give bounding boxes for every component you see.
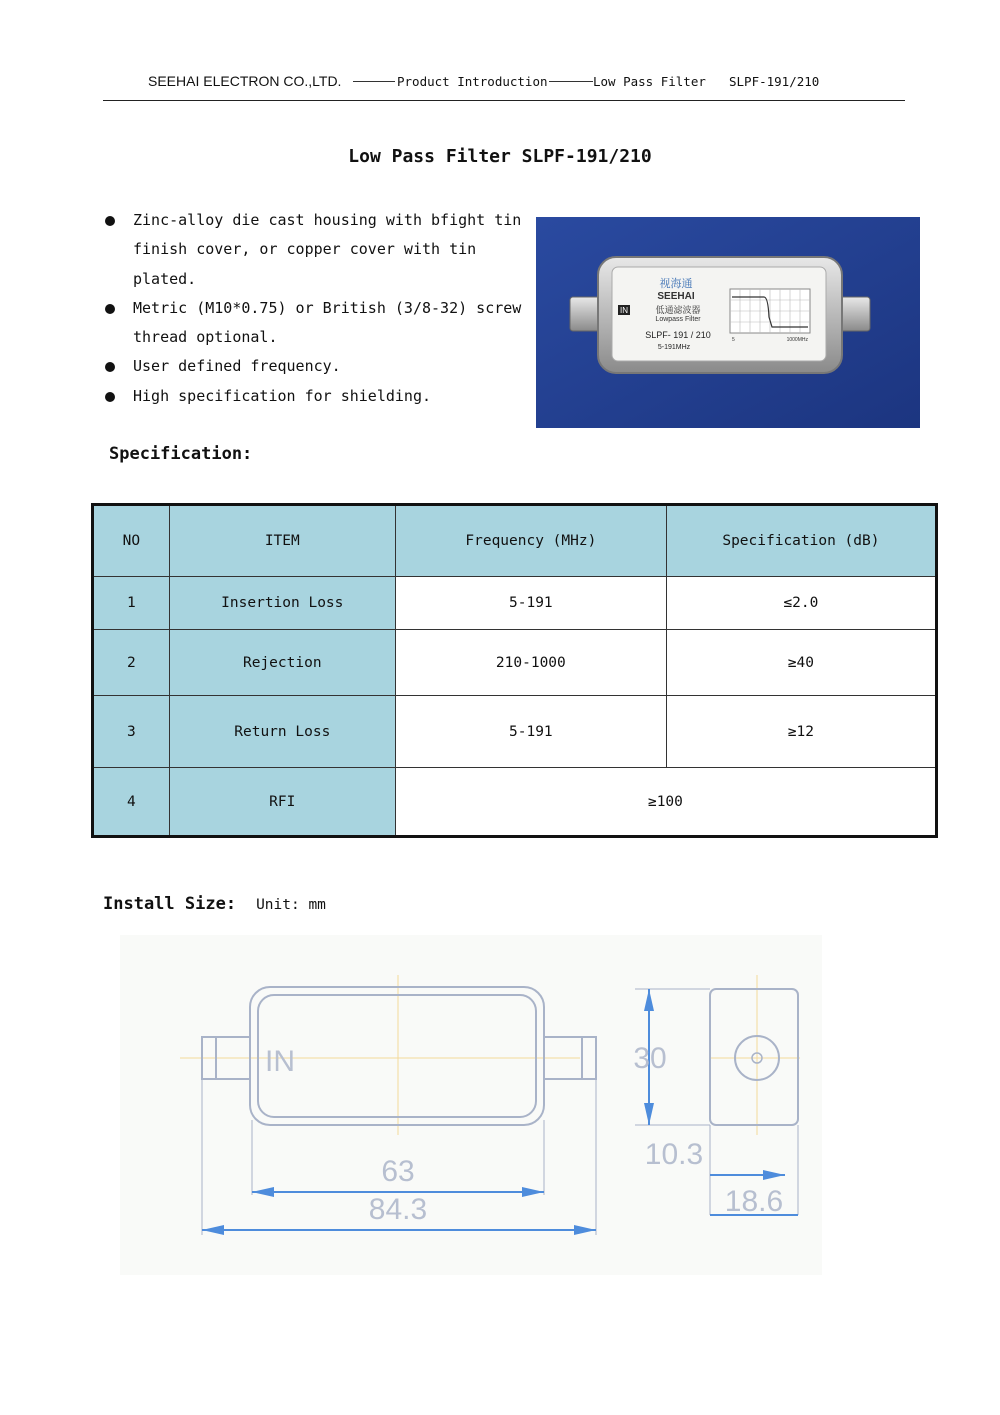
header-company: SEEHAI ELECTRON CO.,LTD. [148,73,342,89]
spec-heading: Specification: [109,444,253,464]
bullet-icon [105,216,115,226]
photo-type-cn: 低通滤波器 [655,306,701,316]
header-model: SLPF-191/210 [729,74,820,89]
dim-height: 30 [633,1042,667,1075]
list-item: Zinc-alloy die cast housing with bfight tin finish cover, or copper cover with tin plated. [103,206,523,294]
dimension-drawing [120,935,822,1275]
header-cell: ITEM [169,505,395,577]
list-item: User defined frequency. [103,352,523,381]
header-cell: Frequency (MHz) [395,505,666,577]
cell-spec: ≤2.0 [666,577,936,630]
bullet-icon [105,392,115,402]
photo-model: SLPF- 191 / 210 [645,330,711,340]
install-title: Install Size: [103,894,237,914]
drawing-in-label: IN [265,1045,295,1078]
install-heading [103,894,326,914]
header-cell: Specification (dB) [666,505,936,577]
dim-offset: 10.3 [644,1138,704,1171]
bullet-icon [105,304,115,314]
header-section: Product Introduction [397,74,548,89]
cell-spec: ≥12 [666,696,936,768]
table-row [93,630,937,696]
feature-list [103,206,523,411]
table-header-row [93,505,937,577]
dim-depth: 18.6 [724,1185,784,1218]
cell-no: 1 [93,577,170,630]
dim-total-length: 84.3 [368,1193,428,1226]
cell-item: RFI [169,768,395,837]
cell-frequency: 5-191 [395,577,666,630]
header-separator [353,81,395,82]
header-product-type: Low Pass Filter [593,74,706,89]
graph-axis-end: 1000MHz [786,337,808,343]
graph-axis-start: 5 [732,337,735,343]
header-separator [549,81,593,82]
photo-type-en: Lowpass Filter [655,316,701,323]
install-unit: Unit: mm [256,897,326,913]
cell-no: 2 [93,630,170,696]
photo-brand-cn: 视海通 [659,277,693,290]
dim-body-length: 63 [381,1155,415,1188]
product-photo [536,217,920,428]
cell-frequency: 5-191 [395,696,666,768]
page-title: Low Pass Filter SLPF-191/210 [348,146,652,167]
bullet-icon [105,362,115,372]
header-cell: NO [93,505,170,577]
list-item: Metric (M10*0.75) or British (3/8-32) screw thread optional. [103,294,523,353]
photo-brand: SEEHAI [657,291,695,302]
photo-in-label: IN [620,306,628,315]
cell-item: Return Loss [169,696,395,768]
cell-item: Rejection [169,630,395,696]
page-header [103,68,905,101]
spec-table [91,503,938,838]
cell-spec: ≥40 [666,630,936,696]
cell-item: Insertion Loss [169,577,395,630]
photo-range: 5-191MHz [657,344,691,351]
table-row [93,577,937,630]
cell-merged-spec: ≥100 [395,768,936,837]
list-item: High specification for shielding. [103,382,523,411]
cell-frequency: 210-1000 [395,630,666,696]
cell-no: 4 [93,768,170,837]
table-row [93,768,937,837]
table-row [93,696,937,768]
cell-no: 3 [93,696,170,768]
